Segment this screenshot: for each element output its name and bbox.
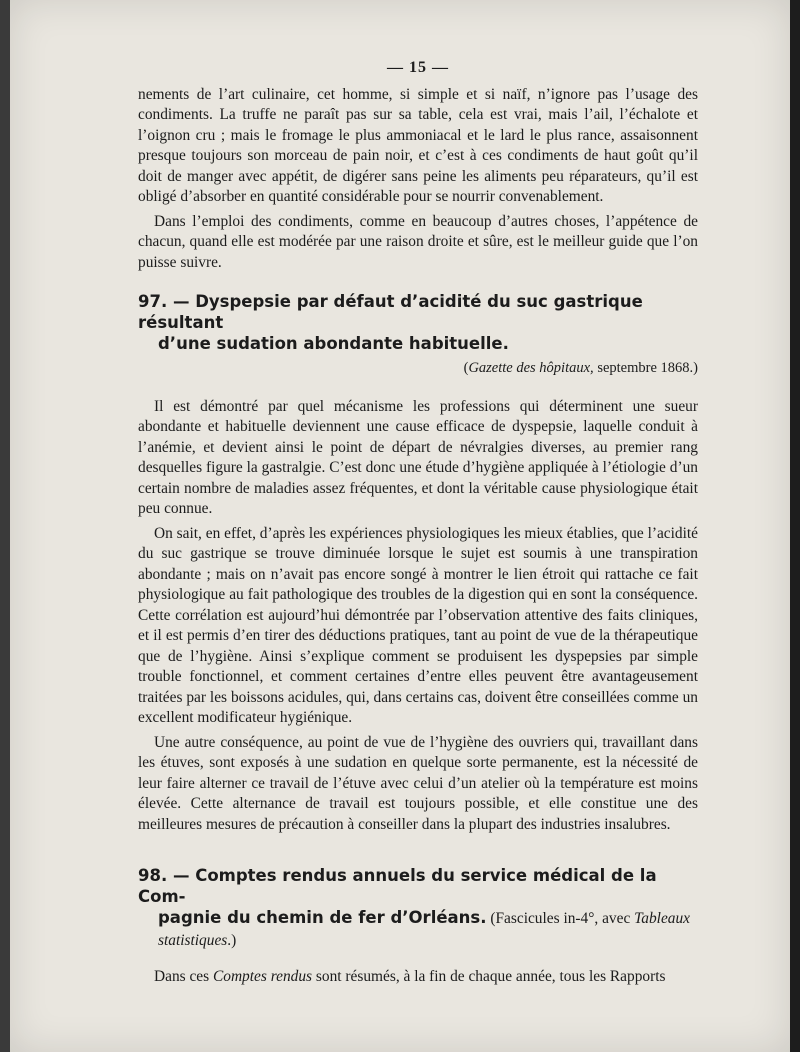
section-97-title-line1: 97. — Dyspepsie par défaut d’acidité du suc gastrique résultant [138,292,643,332]
section-98-title-line2-wrap [138,907,698,951]
section-97-paragraph-2: On sait, en effet, d’après les expériences physiologiques les mieux établies, que l’acidité du suc gastrique se trouve diminuée lorsque le sujet est soumis à une transpiration abondante ; mais on n’avait pas encore songé à montrer le lien étroit qui rattache ce fait physiologique au fait pathologique des troubles de la digestion qui en sont la conséquence. Cette corrélation est aujourd’hui démontrée par l’observation attentive des faits cliniques, et il est permis d’en tirer des déductions pratiques, tant au point de vue de la thérapeutique que de l’hygiène. Ainsi s’explique comment se produisent les dyspepsies par simple trouble fonctionnel, et comment certaines d’entre elles peuvent être avantageusement traitées par les boissons acidules, qui, dans certains cas, doivent être conseillées comme un excellent modificateur hygiénique. [138,524,698,726]
book-page [10,0,790,1052]
section-97-title [138,291,698,354]
section-98-title-line1: 98. — Comptes rendus annuels du service médical de la Com- [138,866,657,906]
scan-left-edge [0,0,10,1052]
section-97-title-line2: d’une sudation abondante habituelle. [158,334,509,353]
section-97-paragraph-1: Il est démontré par quel mécanisme les professions qui déterminent une sueur abondante et habituelle deviennent une cause efficace de dyspepsie, laquelle conduit à l’anémie, et devient ainsi le point de départ de névralgies diverses, au premier rang desquelles figure la gastralgie. C’est donc une étude d’hygiène appliquée à l’étiologie d’un certain nombre de maladies assez fréquentes, et dont la véritable cause physiologique était peu connue. [138,397,698,517]
scan-right-edge [790,0,800,1052]
section-98-paragraph-italic: Comptes rendus [212,968,313,985]
source-journal: Gazette des hôpitaux, [468,360,594,376]
section-98-title-line2: pagnie du chemin de fer d’Orléans. [158,908,487,927]
page-content [138,58,698,988]
section-98-title [138,865,698,951]
source-date: septembre 1868. [593,360,694,376]
paragraph-condiments-1: nements de l’art culinaire, cet homme, si simple et si naïf, n’ignore pas l’usage des condiments. La truffe ne paraît pas sur sa table, cela est vrai, mais l’ail, l’échalote et l’oignon cru ; mais le fromage le plus ammoniacal et le lard le plus rance, assaisonnent presque toujours son morceau de pain noir, et c’est à ces condiments de haut goût qu’il doit de manger avec appétit, de digérer sans peine les aliments peu réparateurs, qu’il est obligé d’absorber en quantité considérable pour se nourrir convenablement. [138,85,698,205]
section-98-paragraph-start: Dans ces [154,968,213,985]
section-98-paren-italic: Tableaux statistiques [158,910,690,949]
page-number: — 15 — [387,59,449,76]
section-97-source: (Gazette des hôpitaux, septembre 1868.) [463,360,698,376]
section-98-paren-before: (Fascicules in-4°, avec [486,910,635,927]
section-98-paragraph-rest: sont résumés, à la fin de chaque année, tous les Rapports [312,968,666,985]
section-98-paragraph [138,967,698,988]
paragraph-condiments-2: Dans l’emploi des condiments, comme en beaucoup d’autres choses, l’appétence de chacun, quand elle est modérée par une raison droite et sûre, est le meilleur guide que l’on puisse suivre. [138,212,698,271]
section-97-paragraph-3: Une autre conséquence, au point de vue de l’hygiène des ouvriers qui, travaillant dans les étuves, sont exposés à une sudation en quelque sorte permanente, est la nécessité de leur faire alterner ce travail de l’étuve avec celui d’un atelier où la température est moins élevée. Cette alternance de travail est toujours possible, et elle constitue une des meilleures mesures de précaution à conseiller dans la plupart des industries insalubres. [138,733,698,833]
section-98-paren-after: .) [227,932,237,949]
